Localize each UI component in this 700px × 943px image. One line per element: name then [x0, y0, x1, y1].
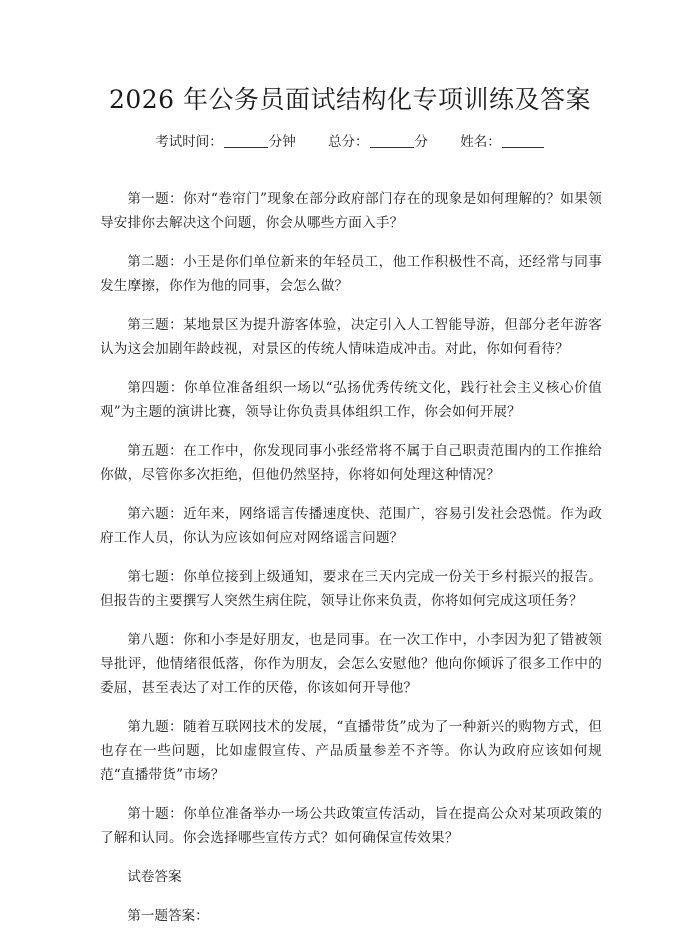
exam-time-unit: 分钟	[268, 134, 296, 150]
total-score-blank	[370, 133, 414, 148]
exam-time-field	[155, 132, 296, 152]
name-blank	[502, 133, 544, 148]
total-score-unit: 分	[414, 134, 428, 150]
document-title: 2026 年公务员面试结构化专项训练及答案	[108, 85, 592, 114]
exam-time-blank	[224, 133, 268, 148]
question-list	[100, 187, 602, 943]
answers-heading: 试卷答案	[127, 869, 182, 885]
question-8: 第八题：你和小李是好朋友，也是同事。在一次工作中，小李因为犯了错被领导批评，他情绪很低落，你作为朋友，会怎么安慰他？他向你倾诉了很多工作中的委屈，甚至表达了对工作的厌倦，你该如何开导他？	[100, 632, 602, 696]
exam-time-label: 考试时间：	[155, 134, 223, 150]
question-5: 第五题：在工作中，你发现同事小张经常将不属于自己职责范围内的工作推给你做，尽管你多次拒绝，但他仍然坚持，你将如何处理这种情况？	[100, 443, 602, 483]
question-4: 第四题：你单位准备组织一场以“弘扬优秀传统文化，践行社会主义核心价值观”为主题的演讲比赛，领导让你负责具体组织工作，你会如何开展？	[100, 380, 602, 420]
question-6: 第六题：近年来，网络谣言传播速度快、范围广，容易引发社会恐慌。作为政府工作人员，你认为应该如何应对网络谣言问题？	[100, 506, 602, 546]
total-score-field	[328, 132, 428, 152]
total-score-label: 总分：	[328, 134, 369, 150]
exam-info-line	[0, 132, 700, 152]
first-answer-label: 第一题答案：	[127, 908, 209, 924]
question-7: 第七题：你单位接到上级通知，要求在三天内完成一份关于乡村振兴的报告。但报告的主要撰写人突然生病住院，领导让你来负责，你将如何完成这项任务？	[100, 569, 602, 609]
name-label: 姓名：	[460, 134, 501, 150]
question-3: 第三题：某地景区为提升游客体验，决定引入人工智能导游，但部分老年游客认为这会加剧年龄歧视，对景区的传统人情味造成冲击。对此，你如何看待？	[100, 317, 602, 357]
name-field	[460, 132, 545, 152]
question-9: 第九题：随着互联网技术的发展，“直播带货”成为了一种新兴的购物方式，但也存在一些问题，比如虚假宣传、产品质量参差不齐等。你认为政府应该如何规范“直播带货”市场？	[100, 719, 602, 783]
question-1: 第一题：你对“卷帘门”现象在部分政府部门存在的现象是如何理解的？如果领导安排你去解决这个问题，你会从哪些方面入手？	[100, 191, 602, 231]
question-10: 第十题：你单位准备举办一场公共政策宣传活动，旨在提高公众对某项政策的了解和认同。你会选择哪些宣传方式？如何确保宣传效果？	[100, 806, 602, 846]
question-2: 第二题：小王是你们单位新来的年轻员工，他工作积极性不高，还经常与同事发生摩擦，你作为他的同事，会怎么做？	[100, 254, 602, 294]
